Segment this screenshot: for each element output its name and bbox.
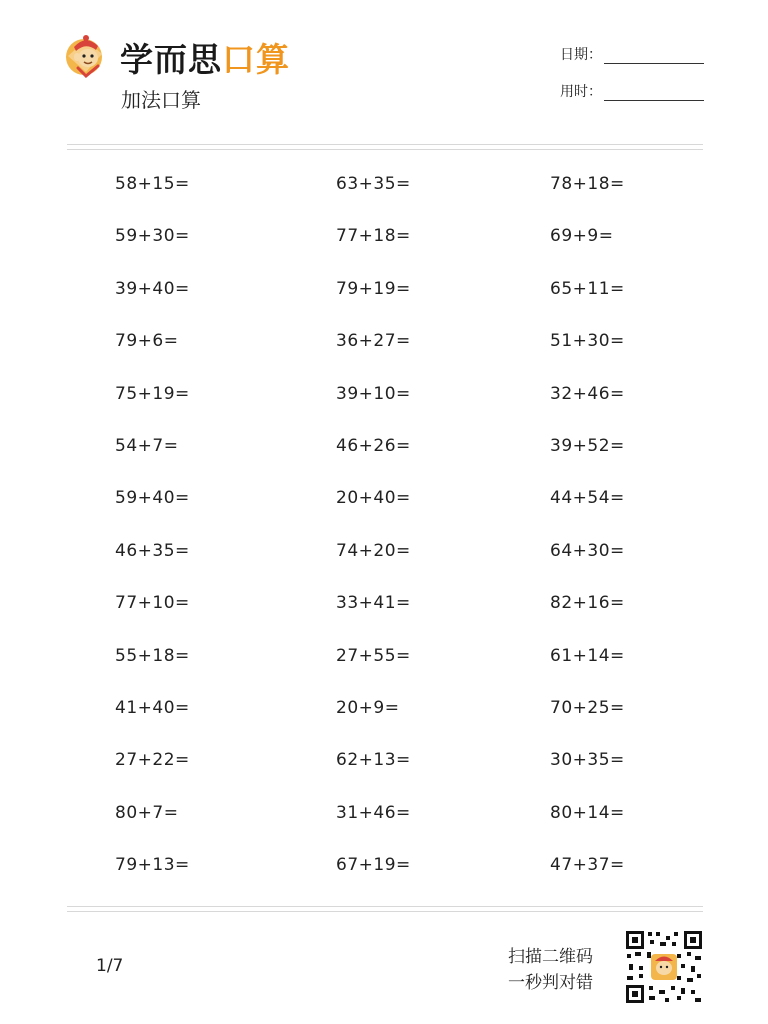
problem-item: 20+40= — [336, 488, 411, 509]
problem-row — [0, 323, 768, 375]
problem-item: 79+6= — [115, 331, 179, 352]
problem-row — [0, 166, 768, 218]
problem-row — [0, 742, 768, 794]
problem-item: 58+15= — [115, 174, 190, 194]
problem-item: 64+30= — [550, 540, 625, 561]
problem-row — [0, 847, 768, 899]
problem-row — [0, 533, 768, 585]
problem-item: 47+37= — [550, 855, 625, 876]
problem-item: 82+16= — [550, 593, 625, 614]
problem-item: 61+14= — [550, 645, 625, 666]
problem-item: 30+35= — [550, 750, 625, 771]
problem-item: 41+40= — [115, 697, 190, 718]
problem-item: 39+52= — [550, 435, 625, 456]
problem-row — [0, 690, 768, 742]
problem-item: 74+20= — [336, 540, 411, 561]
problem-row — [0, 271, 768, 323]
problem-item: 75+19= — [115, 383, 190, 404]
problem-row — [0, 218, 768, 270]
problem-item: 51+30= — [550, 331, 625, 352]
problem-item: 65+11= — [550, 278, 625, 299]
page-number: 1/7 — [96, 956, 124, 976]
problem-item: 55+18= — [115, 645, 190, 666]
problem-item: 62+13= — [336, 750, 411, 771]
time-field — [560, 81, 704, 101]
header-divider — [67, 144, 703, 150]
qr-code-icon — [625, 930, 703, 1004]
problem-grid — [0, 166, 768, 899]
problem-item: 70+25= — [550, 697, 625, 718]
problem-row — [0, 376, 768, 428]
time-label: 用时： — [560, 84, 602, 100]
footer-divider — [67, 906, 703, 912]
problem-item: 77+10= — [115, 593, 190, 614]
problem-row — [0, 480, 768, 532]
brand-product: 口算 — [222, 40, 290, 79]
brand-title — [120, 34, 290, 81]
problem-item: 79+19= — [336, 278, 411, 299]
scan-hint-line2: 一秒判对错 — [508, 973, 593, 993]
problem-item: 77+18= — [336, 226, 411, 247]
problem-item: 46+26= — [336, 435, 411, 456]
date-field — [560, 44, 704, 64]
problem-item: 54+7= — [115, 435, 179, 456]
problem-item: 79+13= — [115, 855, 190, 876]
time-blank-line — [604, 86, 704, 101]
worksheet-subtitle: 加法口算 — [121, 88, 201, 112]
problem-item: 59+40= — [115, 488, 190, 509]
problem-item: 39+10= — [336, 383, 411, 404]
problem-item: 20+9= — [336, 697, 400, 718]
problem-row — [0, 585, 768, 637]
scan-hint-line1: 扫描二维码 — [508, 947, 593, 967]
problem-item: 27+55= — [336, 645, 411, 666]
date-blank-line — [604, 49, 704, 64]
problem-item: 63+35= — [336, 174, 411, 194]
problem-item: 80+7= — [115, 802, 179, 823]
problem-item: 33+41= — [336, 593, 411, 614]
problem-item: 59+30= — [115, 226, 190, 247]
problem-item: 67+19= — [336, 855, 411, 876]
brand-name: 学而思 — [120, 40, 222, 79]
monkey-mascot-icon — [64, 32, 110, 78]
problem-item: 78+18= — [550, 174, 625, 194]
problem-row — [0, 795, 768, 847]
problem-item: 80+14= — [550, 802, 625, 823]
problem-item: 69+9= — [550, 226, 614, 247]
problem-row — [0, 428, 768, 480]
problem-item: 46+35= — [115, 540, 190, 561]
problem-item: 31+46= — [336, 802, 411, 823]
problem-item: 36+27= — [336, 331, 411, 352]
problem-item: 32+46= — [550, 383, 625, 404]
problem-item: 27+22= — [115, 750, 190, 771]
problem-item: 39+40= — [115, 278, 190, 299]
problem-item: 44+54= — [550, 488, 625, 509]
problem-row — [0, 638, 768, 690]
date-label: 日期： — [560, 47, 602, 63]
